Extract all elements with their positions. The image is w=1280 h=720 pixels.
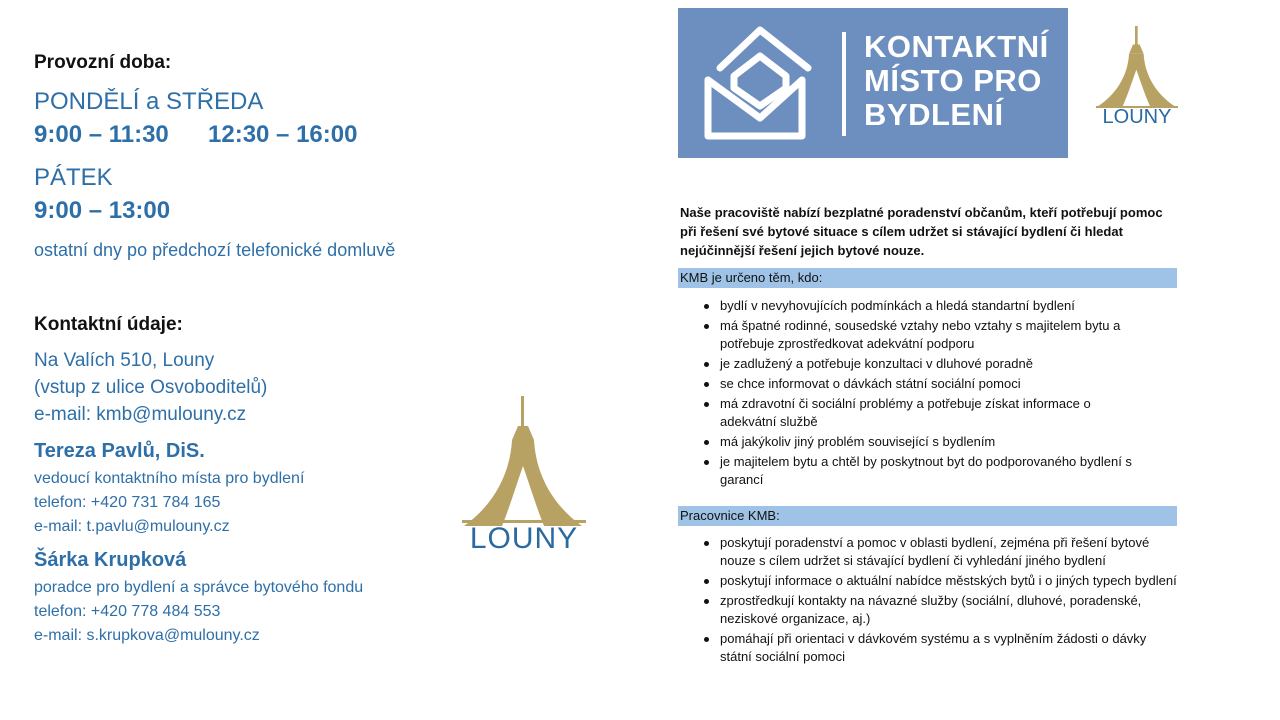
list-item: má jakýkoliv jiný problém související s bydlením [680,433,1180,451]
person-email: e-mail: s.krupkova@mulouny.cz [34,627,260,644]
person-email: e-mail: t.pavlu@mulouny.cz [34,518,230,535]
list-item: je majitelem bytu a chtěl by poskytnout byt do podporovaného bydlení s garancí [680,453,1180,489]
list-item: zprostředkují kontakty na návazné služby (sociální, dluhové, poradenské, neziskové organizace, aj.) [680,592,1180,628]
person-role: vedoucí kontaktního místa pro bydlení [34,470,305,487]
section-target-group-header: KMB je určeno těm, kdo: [678,268,1177,288]
list-item: se chce informovat o dávkách státní sociální pomoci [680,375,1180,393]
list-item: poskytují poradenství a pomoc v oblasti bydlení, zejména při řešení bytové nouze s cílem udržet si stávající bydlení či vyhledání jiného bydlení [680,534,1180,570]
banner-line-2: MÍSTO PRO [864,63,1042,98]
address-street: Na Valích 510, Louny [34,350,215,371]
address-email: e-mail: kmb@mulouny.cz [34,404,247,425]
list-item: má zdravotní či sociální problémy a potřebuje získat informace o adekvátní službě [680,395,1180,431]
louny-logo-small [1096,26,1178,130]
person-card [34,549,363,648]
time-mon-wed-2: 12:30 – 16:00 [208,121,358,148]
logo-text: LOUNY [1102,106,1172,128]
banner-line-3: BYDLENÍ [864,97,1004,132]
address-block [34,347,267,428]
list-item: pomáhají při orientaci v dávkovém systému a s vyplněním žádosti o dávky státní sociální pomoci [680,630,1180,666]
list-item: bydlí v nevyhovujících podmínkách a hledá standartní bydlení [680,297,1180,315]
banner-line-1: KONTAKTNÍ [864,29,1049,64]
list-item: má špatné rodinné, sousedské vztahy nebo vztahy s majitelem bytu a potřebuje zprostředkovat adekvátní podporu [680,317,1180,353]
target-group-list [680,297,1180,491]
contact-label: Kontaktní údaje: [34,314,183,335]
address-entrance: (vstup z ulice Osvoboditelů) [34,377,268,398]
time-mon-wed-1: 9:00 – 11:30 [34,121,169,148]
other-days-note: ostatní dny po předchozí telefonické domluvě [34,240,396,260]
logo-text: LOUNY [469,522,579,555]
louny-logo-large [462,396,586,560]
banner-divider [842,32,846,136]
hours-label: Provozní doba: [34,52,172,73]
person-role: poradce pro bydlení a správce bytového fondu [34,579,364,596]
staff-duties-list [680,534,1180,668]
time-friday: 9:00 – 13:00 [34,197,171,224]
days-mon-wed: PONDĚLÍ a STŘEDA [34,88,264,115]
person-phone: telefon: +420 731 784 165 [34,494,221,511]
person-phone: telefon: +420 778 484 553 [34,603,221,620]
list-item: je zadlužený a potřebuje konzultaci v dluhové poradně [680,355,1180,373]
day-friday: PÁTEK [34,164,113,191]
person-card [34,440,304,539]
banner-title [864,30,1049,132]
list-item: poskytují informace o aktuální nabídce městských bytů i o jiných typech bydlení [680,572,1180,590]
intro-text: Naše pracoviště nabízí bezplatné poradenství občanům, kteří potřebují pomoc při řešení své bytové situace s cílem udržet si stávající bydlení či hledat nejúčinnější řešení jejich bytové nouze. [680,205,1163,258]
section-staff-header: Pracovnice KMB: [678,506,1177,526]
louny-tower-icon [462,396,586,528]
person-name: Šárka Krupková [34,549,187,571]
person-name: Tereza Pavlů, DiS. [34,440,205,462]
house-icon [690,18,830,148]
louny-tower-icon [1096,26,1178,108]
